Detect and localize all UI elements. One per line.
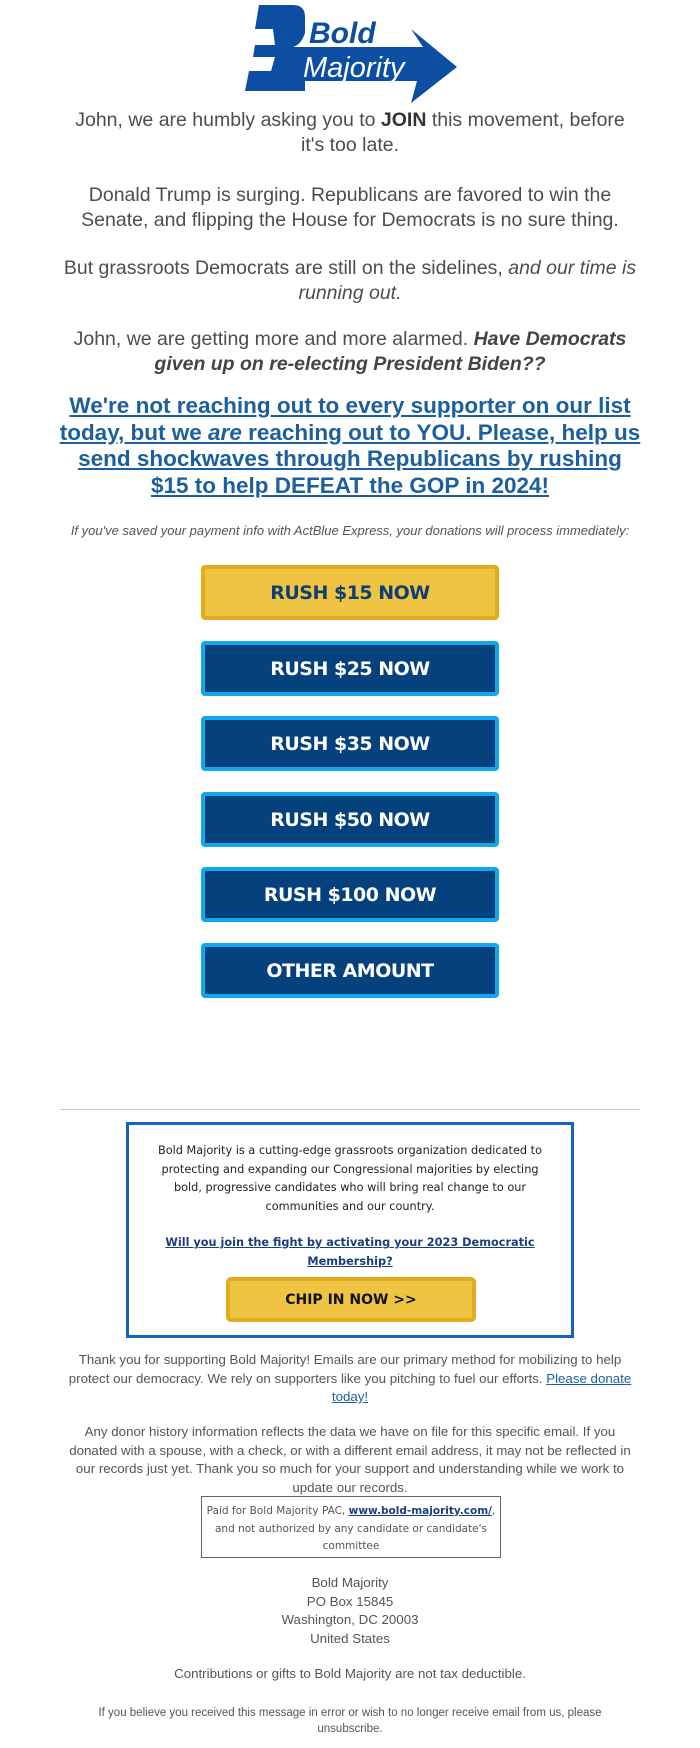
website-link[interactable]: www.bold-majority.com/: [348, 1505, 492, 1517]
logo-word-bold: Bold: [309, 17, 376, 50]
membership-link[interactable]: Will you join the fight by activating your 2023 Democratic Membership?: [165, 1236, 535, 1268]
unsubscribe-text[interactable]: If you believe you received this message in error or wish to no longer receive email from us, please unsubscribe.: [98, 1707, 602, 1735]
thank-you-text: [60, 1351, 640, 1407]
text: , and not authorized by any candidate or candidate's committee: [215, 1505, 496, 1552]
tax-notice: Contributions or gifts to Bold Majority are not tax deductible.: [174, 1666, 526, 1681]
chip-in-button[interactable]: CHIP IN NOW >>: [226, 1277, 476, 1322]
logo-word-majority: Majority: [303, 52, 405, 84]
text: Thank you for supporting Bold Majority! Emails are our primary method for mobilizing to help protect our democracy. We rely on supporters like you pitching to fuel our efforts.: [68, 1352, 622, 1386]
donate-headline-link[interactable]: [58, 393, 642, 499]
emphasis: are: [208, 419, 242, 445]
bold-majority-logo: [245, 3, 457, 103]
text: reaching out to YOU. Please, help us send shockwaves through Republicans by rushing $15 to help DEFEAT the GOP in 2024!: [78, 419, 641, 498]
mailing-address: [200, 1574, 500, 1648]
donate-today-link[interactable]: Please donate today!: [331, 1370, 632, 1404]
emphasis: and our time is running out.: [298, 257, 637, 304]
grassroots-paragraph: [62, 256, 638, 306]
rush-15-button[interactable]: RUSH $15 NOW: [201, 565, 499, 620]
emphasis: Have Democrats given up on re-electing President Biden??: [154, 328, 627, 375]
text: John, we are humbly asking you to: [75, 109, 381, 131]
address-line: United States: [310, 1630, 390, 1646]
join-emphasis: JOIN: [380, 109, 427, 131]
rush-100-button[interactable]: RUSH $100 NOW: [201, 867, 499, 922]
intro-paragraph: [62, 108, 638, 158]
rush-50-button[interactable]: RUSH $50 NOW: [201, 792, 499, 847]
divider: [60, 1109, 640, 1110]
other-amount-button[interactable]: OTHER AMOUNT: [201, 943, 499, 998]
text: John, we are getting more and more alarmed.: [73, 328, 474, 350]
donor-history-text: Any donor history information reflects the data we have on file for this specific email. If you donated with a spouse, with a check, or with a different email address, it may not be reflected in our records just yet. Thank you so much for your support and understanding while we work to update our records.: [69, 1424, 631, 1495]
text: this movement, before it's too late.: [300, 109, 625, 156]
rush-35-button[interactable]: RUSH $35 NOW: [201, 716, 499, 771]
logo-graphic: [245, 3, 457, 103]
address-line: PO Box 15845: [306, 1593, 394, 1609]
rush-25-button[interactable]: RUSH $25 NOW: [201, 641, 499, 696]
actblue-express-note: If you've saved your payment info with ActBlue Express, your donations will process immediately:: [70, 523, 630, 538]
alarmed-paragraph: [62, 327, 638, 377]
about-text: Bold Majority is a cutting-edge grassroots organization dedicated to protecting and expanding our Congressional majorities by electing bold, progressive candidates who will bring real change to our communities and our country.: [157, 1144, 543, 1213]
address-line: Bold Majority: [311, 1575, 389, 1590]
trump-paragraph: Donald Trump is surging. Republicans are favored to win the Senate, and flipping the House for Democrats is no sure thing.: [81, 184, 619, 231]
address-line: Washington, DC 20003: [281, 1612, 419, 1627]
text: But grassroots Democrats are still on the sidelines,: [63, 257, 509, 279]
text: Paid for Bold Majority PAC,: [206, 1505, 349, 1517]
paid-for-disclaimer: [201, 1496, 501, 1558]
text: We're not reaching out to every supporter on our list today, but we: [59, 393, 631, 445]
